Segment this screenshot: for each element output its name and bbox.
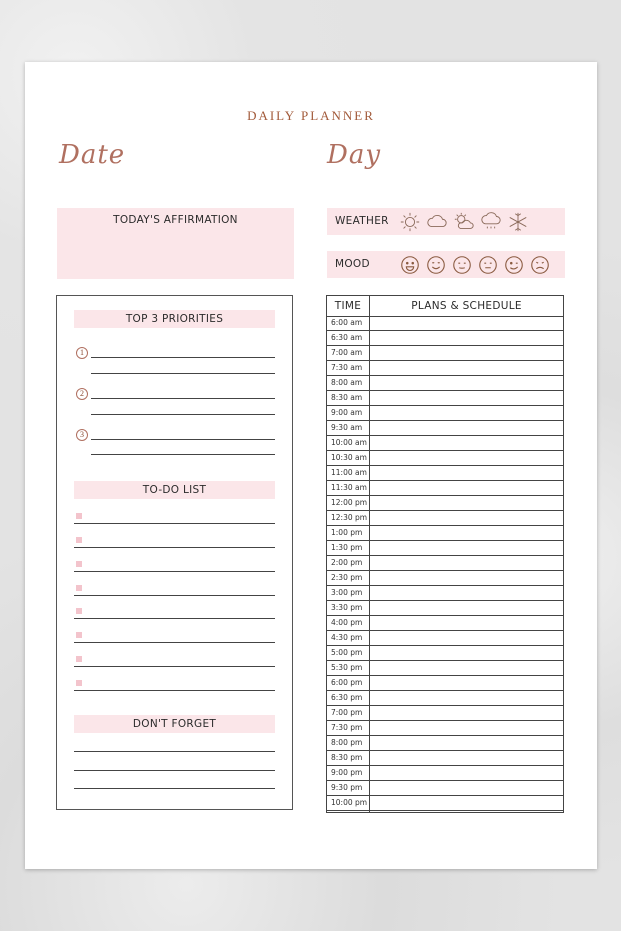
schedule-row[interactable] — [327, 706, 563, 721]
cloud-icon[interactable] — [426, 211, 448, 233]
weather-row — [327, 208, 565, 235]
time-column-header: TIME — [327, 296, 370, 316]
dont-forget-label: DON'T FORGET — [132, 718, 217, 730]
time-slot-label: 9:00 am — [331, 408, 363, 417]
schedule-row[interactable] — [327, 766, 563, 781]
schedule-row[interactable] — [327, 391, 563, 406]
todo-label: TO-DO LIST — [142, 484, 207, 496]
priority-number: 1 — [76, 347, 88, 359]
schedule-row[interactable] — [327, 451, 563, 466]
time-slot-label: 9:30 am — [331, 423, 363, 432]
todo-checkbox[interactable] — [76, 537, 82, 543]
time-slot-label: 5:00 pm — [331, 648, 363, 657]
plans-column-header: PLANS & SCHEDULE — [411, 300, 522, 312]
todo-checkbox[interactable] — [76, 656, 82, 662]
time-slot-label: 7:30 am — [331, 363, 363, 372]
time-slot-label: 7:00 pm — [331, 708, 363, 717]
time-slot-label: 12:00 pm — [331, 498, 368, 507]
time-slot-label: 10:00 am — [331, 438, 367, 447]
schedule-row[interactable] — [327, 556, 563, 571]
todo-checkbox[interactable] — [76, 680, 82, 686]
schedule-table — [326, 295, 564, 813]
time-slot-label: 6:30 am — [331, 333, 363, 342]
schedule-row[interactable] — [327, 406, 563, 421]
todo-line[interactable] — [74, 666, 275, 667]
schedule-row[interactable] — [327, 361, 563, 376]
schedule-row[interactable] — [327, 541, 563, 556]
schedule-row[interactable] — [327, 676, 563, 691]
todo-checkbox[interactable] — [76, 513, 82, 519]
schedule-row[interactable] — [327, 796, 563, 811]
page-title: DAILY PLANNER — [247, 108, 375, 123]
priority-line[interactable] — [91, 398, 275, 399]
time-slot-label: 7:00 am — [331, 348, 363, 357]
neutral-face-icon[interactable] — [451, 254, 473, 276]
time-slot-label: 9:00 pm — [331, 768, 363, 777]
left-panel — [56, 295, 293, 810]
schedule-row[interactable] — [327, 436, 563, 451]
note-line[interactable] — [74, 788, 275, 789]
todo-checkbox[interactable] — [76, 608, 82, 614]
planner-page — [25, 62, 597, 869]
partly-cloudy-icon[interactable] — [453, 211, 475, 233]
schedule-row[interactable] — [327, 316, 563, 331]
priorities-header — [74, 310, 275, 328]
schedule-row[interactable] — [327, 736, 563, 751]
todo-line[interactable] — [74, 523, 275, 524]
priority-number: 3 — [76, 429, 88, 441]
sad-face-icon[interactable] — [529, 254, 551, 276]
schedule-row[interactable] — [327, 646, 563, 661]
schedule-row[interactable] — [327, 376, 563, 391]
priority-line[interactable] — [91, 414, 275, 415]
time-slot-label: 3:30 pm — [331, 603, 363, 612]
todo-checkbox[interactable] — [76, 561, 82, 567]
todo-line[interactable] — [74, 571, 275, 572]
sun-icon[interactable] — [399, 211, 421, 233]
time-slot-label: 6:30 pm — [331, 693, 363, 702]
time-slot-label: 5:30 pm — [331, 663, 363, 672]
schedule-row[interactable] — [327, 571, 563, 586]
priority-line[interactable] — [91, 439, 275, 440]
time-slot-label: 10:00 pm — [331, 798, 368, 807]
schedule-row[interactable] — [327, 691, 563, 706]
time-slot-label: 4:00 pm — [331, 618, 363, 627]
todo-line[interactable] — [74, 595, 275, 596]
meh-face-icon[interactable] — [477, 254, 499, 276]
date-label: Date — [59, 140, 126, 170]
todo-header — [74, 481, 275, 499]
priority-line[interactable] — [91, 454, 275, 455]
todo-line[interactable] — [74, 642, 275, 643]
weather-label: WEATHER — [335, 215, 389, 227]
mood-row — [327, 251, 565, 278]
affirmation-label: TODAY'S AFFIRMATION — [113, 214, 238, 226]
grin-face-icon[interactable] — [399, 254, 421, 276]
note-line[interactable] — [74, 770, 275, 771]
affirmation-box[interactable] — [57, 208, 294, 279]
schedule-header — [327, 296, 563, 317]
todo-checkbox[interactable] — [76, 585, 82, 591]
schedule-row[interactable] — [327, 421, 563, 436]
todo-line[interactable] — [74, 618, 275, 619]
time-slot-label: 2:30 pm — [331, 573, 363, 582]
time-slot-label: 6:00 pm — [331, 678, 363, 687]
time-slot-label: 8:30 am — [331, 393, 363, 402]
time-slot-label: 11:00 am — [331, 468, 367, 477]
time-slot-label: 8:00 pm — [331, 738, 363, 747]
mood-label: MOOD — [335, 258, 370, 270]
dont-forget-header — [74, 715, 275, 733]
priority-number: 2 — [76, 388, 88, 400]
snowflake-icon[interactable] — [507, 211, 529, 233]
wink-face-icon[interactable] — [503, 254, 525, 276]
schedule-row[interactable] — [327, 526, 563, 541]
time-slot-label: 6:00 am — [331, 318, 363, 327]
schedule-row[interactable] — [327, 511, 563, 526]
todo-checkbox[interactable] — [76, 632, 82, 638]
schedule-row[interactable] — [327, 481, 563, 496]
time-slot-label: 3:00 pm — [331, 588, 363, 597]
schedule-row[interactable] — [327, 661, 563, 676]
schedule-row[interactable] — [327, 466, 563, 481]
time-slot-label: 8:00 am — [331, 378, 363, 387]
time-slot-label: 7:30 pm — [331, 723, 363, 732]
time-slot-label: 11:30 am — [331, 483, 367, 492]
time-slot-label: 4:30 pm — [331, 633, 363, 642]
todo-line[interactable] — [74, 690, 275, 691]
priority-line[interactable] — [91, 357, 275, 358]
priorities-label: TOP 3 PRIORITIES — [125, 313, 224, 325]
schedule-row[interactable] — [327, 781, 563, 796]
time-slot-label: 12:30 pm — [331, 513, 368, 522]
todo-line[interactable] — [74, 547, 275, 548]
rain-icon[interactable] — [480, 211, 502, 233]
time-slot-label: 10:30 am — [331, 453, 367, 462]
time-slot-label: 1:00 pm — [331, 528, 363, 537]
schedule-row[interactable] — [327, 721, 563, 736]
schedule-row[interactable] — [327, 586, 563, 601]
schedule-row[interactable] — [327, 346, 563, 361]
schedule-row[interactable] — [327, 751, 563, 766]
schedule-row[interactable] — [327, 601, 563, 616]
schedule-row[interactable] — [327, 331, 563, 346]
time-slot-label: 8:30 pm — [331, 753, 363, 762]
day-label: Day — [327, 140, 382, 170]
time-slot-label: 1:30 pm — [331, 543, 363, 552]
smile-face-icon[interactable] — [425, 254, 447, 276]
note-line[interactable] — [74, 751, 275, 752]
schedule-row[interactable] — [327, 631, 563, 646]
schedule-row[interactable] — [327, 496, 563, 511]
time-slot-label: 2:00 pm — [331, 558, 363, 567]
priority-line[interactable] — [91, 373, 275, 374]
schedule-row[interactable] — [327, 616, 563, 631]
time-slot-label: 9:30 pm — [331, 783, 363, 792]
